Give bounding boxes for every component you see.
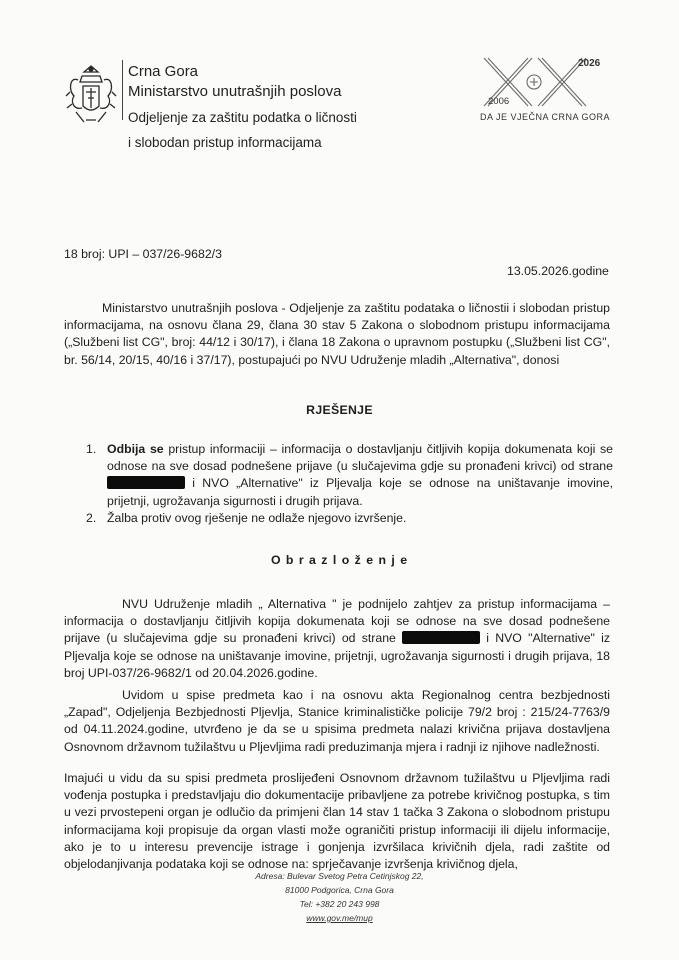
decision-title: RJEŠENJE xyxy=(306,403,373,417)
item-1-bold: Odbija se xyxy=(107,442,164,456)
redacted-name xyxy=(402,631,480,644)
montenegro-coat-of-arms-icon xyxy=(64,62,118,134)
header-department-line2: i slobodan pristup informacijama xyxy=(128,135,322,150)
item-1-text-a: pristup informaciji – informacija o dostavljanju čitljivih kopija dokumenata koji se odnose na sve dosad podnešene prijave (u slučajevima gdje su pronađeni krivci) od strane xyxy=(107,442,614,474)
paragraph-2: Uvidom u spise predmeta kao i na osnovu akta Regionalnog centra bezbjednosti „Zapad", Odjeljenja Bezbjednosti Pljevlja, Stanice kriminalističke policije 79/2 broj : 215/24-7763/9 od 04.11.2024.godine, utvrđeno je da se u spisima predmeta nalazi krivična prijava dostavljena Osnovnom državnom tužilaštvu u Pljevljima radi preduzimanja mjera i radnji iz njihove nadležnosti. xyxy=(64,688,610,754)
reference-number: 18 broj: UPI – 037/26-9682/3 xyxy=(64,247,222,261)
paragraph-3: Imajući u vidu da su spisi predmeta proslijeđeni Osnovnom državnom tužilaštvu u Pljevljima radi vođenja postupka i predstavljaju dio dokumentacije pribavljene za potrebe krivičnog postupka, s tim u vezi prvostepeni organ je odlučio da primjeni član 14 stav 1 tačka 3 Zakona o slobodnom pristupu informacijama koji propisuje da organ vlasti može ograničiti pristup informaciji ili dijelu informacije, ako je to u interesu prevencije istrage i gonjenja izvršilaca krivičnih djela, radi zaštite od objelodanjivanja podataka koji se odnose na: sprječavanje izvršenja krivičnog djela, xyxy=(64,771,610,872)
paragraph-1-b: i NVO "Alternative" iz Pljevalja koje se odnose na uništavanje imovine, prijetnji, ugrožavanja sigurnosti i drugih prijava, 18 broj UPI-037/26-9682/1 od 20.04.2026.godine. xyxy=(64,631,610,680)
anniversary-year-end: 2026 xyxy=(578,58,601,69)
footer-city: 81000 Podgorica, Crna Gora xyxy=(285,885,394,895)
item-1-text-b: i NVO „Alternative" iz Pljevalja koje se odnose na uništavanje imovine, prijetnji, ugrožavanja sigurnosti i drugih prijava. xyxy=(107,476,613,508)
header-country: Crna Gora xyxy=(128,63,199,80)
item-1-text xyxy=(107,441,613,510)
preamble: Ministarstvo unutrašnjih poslova - Odjeljenje za zaštitu podataka o ličnostii i slobodan pristup informacijama, na osnovu člana 29, člana 30 stav 5 Zakona o slobodnom pristupu informacijama („Službeni list CG", broj: 44/12 i 30/17), i člana 18 Zakona o upravnom postupku („Službeni list CG", br. 56/14, 20/15, 40/16 i 37/17), postupajući po NVU Udruženje mladih „Alternativa", donosi xyxy=(64,301,610,367)
footer-website[interactable]: www.gov.me/mup xyxy=(306,913,373,923)
item-2-number: 2. xyxy=(86,511,97,525)
anniversary-tagline: DA JE VJEČNA CRNA GORA xyxy=(480,112,611,122)
paragraph-1 xyxy=(64,596,610,682)
footer-address: Adresa: Bulevar Svetog Petra Cetinjskog 22, xyxy=(255,871,424,881)
header-divider xyxy=(122,60,123,120)
redacted-name xyxy=(107,476,185,489)
document-date: 13.05.2026.godine xyxy=(507,264,609,278)
item-1-number: 1. xyxy=(86,442,97,456)
anniversary-year-start: 2006 xyxy=(488,96,510,107)
header-department-line1: Odjeljenje za zaštitu podatka o ličnosti xyxy=(128,110,357,125)
item-2-text: Žalba protiv ovog rješenje ne odlaže njegovo izvršenje. xyxy=(107,511,407,525)
reasoning-title: O b r a z l o ž e n j e xyxy=(270,553,409,567)
header-ministry: Ministarstvo unutrašnjih poslova xyxy=(128,83,342,100)
footer-phone: Tel: +382 20 243 998 xyxy=(299,899,380,909)
paragraph-1-a: NVU Udruženje mladih „ Alternativa " je podnijelo zahtjev za pristup informacijama – informacija o dostavljanju čitljivih kopija dokumenata koji se odnose na sve dosad podnešene prijave (u slučajevima gdje su pronađeni krivci) od strane xyxy=(64,597,610,646)
